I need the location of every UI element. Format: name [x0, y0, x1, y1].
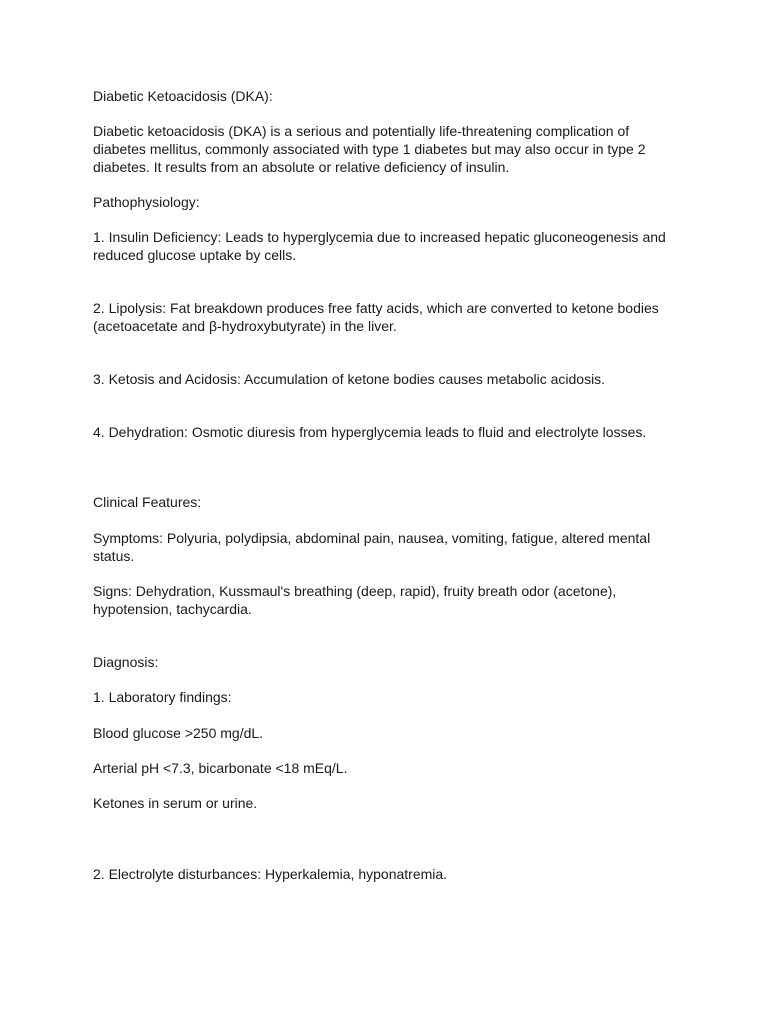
patho-item-1-line-2: reduced glucose uptake by cells. [93, 247, 297, 263]
intro-line-2: diabetes mellitus, commonly associated with type 1 diabetes but may also occur in type 2 [93, 141, 646, 157]
pathophysiology-heading: Pathophysiology: [93, 194, 200, 210]
document-title: Diabetic Ketoacidosis (DKA): [93, 88, 273, 104]
signs-line-1: Signs: Dehydration, Kussmaul's breathing (deep, rapid), fruity breath odor (acetone), [93, 583, 617, 599]
lab-finding-glucose: Blood glucose >250 mg/dL. [93, 725, 264, 741]
clinical-heading: Clinical Features: [93, 494, 202, 510]
symptoms-line-1: Symptoms: Polyuria, polydipsia, abdominal pain, nausea, vomiting, fatigue, altered mental [93, 530, 651, 546]
patho-item-2-line-2: (acetoacetate and β-hydroxybutyrate) in the liver. [93, 318, 397, 334]
intro-line-1: Diabetic ketoacidosis (DKA) is a serious and potentially life-threatening complication of [93, 123, 630, 139]
lab-finding-ph: Arterial pH <7.3, bicarbonate <18 mEq/L. [93, 760, 348, 776]
intro-line-3: diabetes. It results from an absolute or relative deficiency of insulin. [93, 159, 510, 175]
symptoms-line-2: status. [93, 548, 135, 564]
diagnosis-heading: Diagnosis: [93, 654, 159, 670]
electrolyte-disturbances: 2. Electrolyte disturbances: Hyperkalemia, hyponatremia. [93, 866, 448, 882]
patho-item-3: 3. Ketosis and Acidosis: Accumulation of ketone bodies causes metabolic acidosis. [93, 371, 606, 387]
patho-item-2-line-1: 2. Lipolysis: Fat breakdown produces free fatty acids, which are converted to ketone bodies [93, 300, 659, 316]
patho-item-4: 4. Dehydration: Osmotic diuresis from hyperglycemia leads to fluid and electrolyte losses. [93, 424, 647, 440]
lab-finding-ketones: Ketones in serum or urine. [93, 795, 258, 811]
signs-line-2: hypotension, tachycardia. [93, 601, 252, 617]
patho-item-1-line-1: 1. Insulin Deficiency: Leads to hyperglycemia due to increased hepatic gluconeogenesis and [93, 229, 666, 245]
lab-findings-heading: 1. Laboratory findings: [93, 689, 232, 705]
